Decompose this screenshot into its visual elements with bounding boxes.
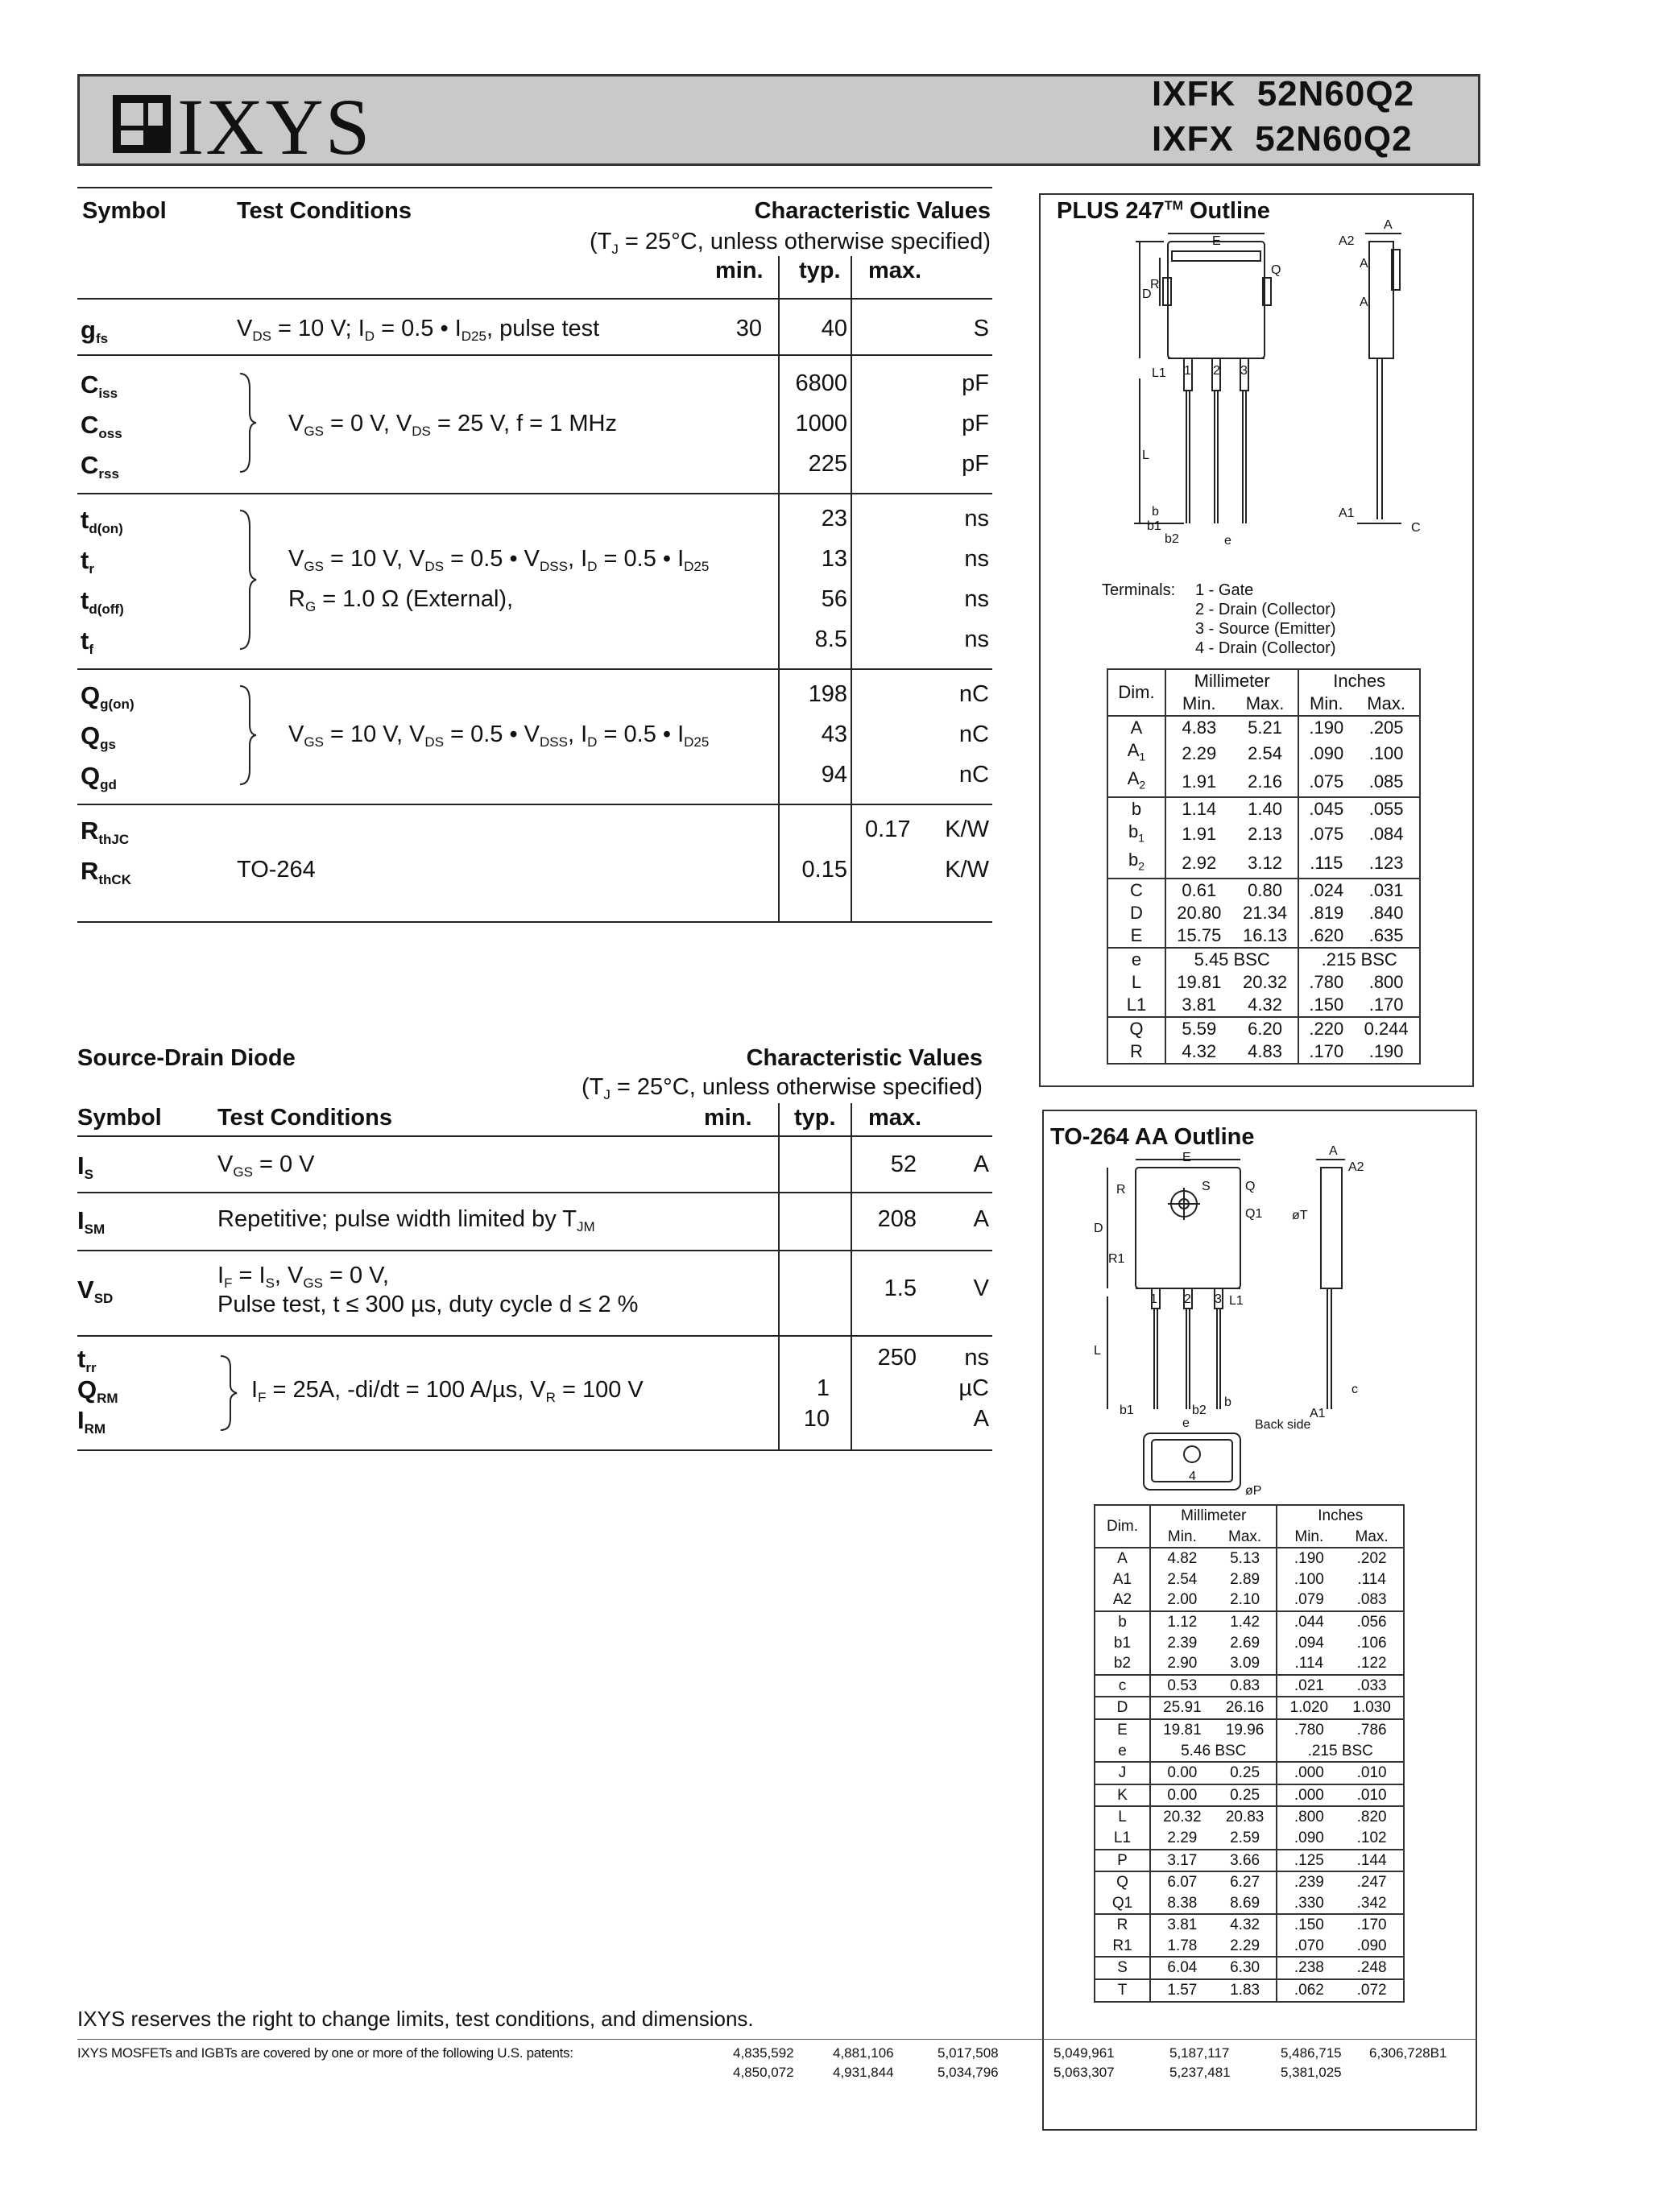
svg-text:b: b bbox=[1224, 1395, 1231, 1409]
table-row: b 1.14 1.40 .045 .055 bbox=[1107, 797, 1420, 821]
dim-header: Dim. bbox=[1118, 682, 1155, 702]
dim-symbol: $A_1$ bbox=[1127, 740, 1146, 763]
table-row: $b_2$ 2.92 3.12 .115 .123 bbox=[1107, 849, 1420, 878]
patent-number: 4,881,106 bbox=[833, 2045, 894, 2061]
vsd-max: 1.5 bbox=[884, 1276, 917, 1301]
recovery-conditions: $I_F = 25A$, -di/dt = 100 A/µs, $V_R = 100$ V bbox=[251, 1377, 644, 1405]
qgs-typ: 43 bbox=[821, 721, 847, 747]
svg-text:A: A bbox=[1360, 296, 1368, 309]
table-row: b2 2.90 3.09 .114 .122 bbox=[1095, 1653, 1404, 1675]
diode-col-max: max. bbox=[868, 1105, 922, 1131]
dim-symbol: $b_1$ bbox=[1128, 821, 1145, 845]
symbol-qgd: $Q_{gd}$ bbox=[81, 762, 117, 792]
dim-symbol: Q bbox=[1095, 1871, 1150, 1893]
svg-text:1: 1 bbox=[1150, 1292, 1157, 1306]
terminal-2: 2 - Drain (Collector) bbox=[1195, 601, 1336, 618]
td-on-typ: 23 bbox=[821, 506, 847, 531]
vsd-unit: V bbox=[973, 1276, 989, 1301]
switching-conditions-2: $R_G = 1.0$ Ω (External), bbox=[288, 586, 514, 614]
symbol-td-on: $t_{d(on)}$ bbox=[81, 506, 123, 536]
terminals-label: Terminals: bbox=[1102, 581, 1176, 599]
svg-text:D: D bbox=[1142, 287, 1152, 301]
dim-symbol: S bbox=[1095, 1957, 1150, 1979]
symbol-gfs: $g_{fs}$ bbox=[81, 316, 109, 346]
svg-text:e: e bbox=[1224, 534, 1231, 548]
min-max-header: Max. bbox=[1355, 1528, 1389, 1545]
rthck-typ: 0.15 bbox=[801, 857, 847, 883]
dim-symbol: C bbox=[1107, 879, 1165, 902]
gfs-conditions: $V_{DS} = 10$ V; $I_D = 0.5$ • $I_{D25}$, pulse test bbox=[237, 316, 600, 344]
row-rule bbox=[77, 668, 992, 670]
table-row: L 20.32 20.83 .800 .820 bbox=[1095, 1806, 1404, 1828]
dim-symbol: D bbox=[1130, 902, 1143, 923]
dim-symbol: K bbox=[1095, 1784, 1150, 1807]
inches-header: Inches bbox=[1277, 1505, 1404, 1527]
diode-col-symbol: Symbol bbox=[77, 1105, 162, 1131]
patent-number: 5,034,796 bbox=[938, 2065, 999, 2080]
symbol-tf: $t_f$ bbox=[81, 626, 93, 657]
dim-symbol: A bbox=[1107, 716, 1165, 739]
svg-text:L1: L1 bbox=[1229, 1294, 1244, 1308]
symbol-crss: $C_{rss}$ bbox=[81, 451, 119, 482]
min-max-header: Max. bbox=[1367, 693, 1405, 713]
svg-text:R1: R1 bbox=[1108, 1252, 1125, 1266]
dim-symbol: R bbox=[1130, 1040, 1143, 1061]
symbol-td-off: $t_{d(off)}$ bbox=[81, 586, 124, 617]
dim-header: Dim. bbox=[1106, 1517, 1139, 1535]
gfs-min: 30 bbox=[735, 316, 762, 341]
symbol-coss: $C_{oss}$ bbox=[81, 411, 122, 441]
ism-unit: A bbox=[973, 1206, 989, 1232]
svg-text:D: D bbox=[1094, 1222, 1103, 1235]
plus247-title: PLUS 247™ Outline bbox=[1057, 198, 1270, 224]
terminal-4: 4 - Drain (Collector) bbox=[1195, 639, 1336, 657]
millimeter-header: Millimeter bbox=[1150, 1505, 1277, 1527]
svg-text:A: A bbox=[1329, 1144, 1338, 1158]
row-rule bbox=[77, 804, 992, 805]
svg-text:A1: A1 bbox=[1310, 1407, 1326, 1420]
diode-section-title: Source-Drain Diode bbox=[77, 1045, 296, 1071]
crss-typ: 225 bbox=[808, 451, 847, 477]
dim-symbol: e bbox=[1118, 1742, 1127, 1759]
row-rule bbox=[77, 1250, 992, 1251]
qrm-typ: 1 bbox=[816, 1375, 830, 1401]
diode-divider-typ-max bbox=[851, 1103, 852, 1449]
table-row: E 15.75 16.13 .620 .635 bbox=[1107, 924, 1420, 948]
dim-symbol: E bbox=[1095, 1719, 1150, 1741]
vsd-conditions-1: $I_F = I_S$, $V_{GS} = 0$ V, bbox=[217, 1263, 389, 1291]
footer-disclaimer: IXYS reserves the right to change limits, test conditions, and dimensions. bbox=[77, 2007, 754, 2031]
svg-text:C: C bbox=[1411, 521, 1421, 535]
dim-symbol: $b_2$ bbox=[1128, 850, 1145, 873]
dim-symbol: A2 bbox=[1112, 1591, 1132, 1609]
brace-icon bbox=[219, 1354, 238, 1432]
table-bottom-rule bbox=[77, 921, 992, 923]
brand-name: IXYS bbox=[177, 82, 372, 172]
table-row: $A_1$ 2.29 2.54 .090 .100 bbox=[1107, 739, 1420, 767]
rthjc-max: 0.17 bbox=[865, 817, 911, 842]
plus247-dimension-table bbox=[1107, 668, 1421, 1065]
table-row: K 0.00 0.25 .000 .010 bbox=[1095, 1784, 1404, 1807]
diode-bottom-rule bbox=[77, 1449, 992, 1451]
dim-symbol: $A_2$ bbox=[1127, 768, 1146, 792]
svg-text:c: c bbox=[1351, 1383, 1358, 1396]
diode-col-conditions: Test Conditions bbox=[217, 1105, 392, 1131]
irm-typ: 10 bbox=[803, 1406, 830, 1432]
table-row: Q 5.59 6.20 .220 0.244 bbox=[1107, 1017, 1420, 1040]
patent-number: 5,063,307 bbox=[1053, 2065, 1115, 2080]
table-row: T 1.57 1.83 .062 .072 bbox=[1095, 1979, 1404, 2002]
rthjc-unit: K/W bbox=[945, 817, 989, 842]
ciss-unit: pF bbox=[962, 370, 989, 396]
dim-symbol: b1 bbox=[1113, 1634, 1132, 1652]
symbol-qgs: $Q_{gs}$ bbox=[81, 721, 116, 752]
patent-number: 5,187,117 bbox=[1169, 2045, 1230, 2061]
svg-text:1: 1 bbox=[1184, 364, 1191, 378]
patent-number: 5,237,481 bbox=[1169, 2065, 1231, 2080]
to264-drawing bbox=[1079, 1143, 1466, 1498]
is-conditions: $V_{GS} = 0$ V bbox=[217, 1151, 315, 1180]
svg-text:b1: b1 bbox=[1147, 519, 1161, 533]
col-max-header: max. bbox=[868, 258, 922, 283]
qrm-unit: µC bbox=[958, 1375, 989, 1401]
dim-symbol: T bbox=[1095, 1979, 1150, 2002]
col-conditions-header: Test Conditions bbox=[237, 198, 412, 224]
dim-symbol: D bbox=[1095, 1697, 1150, 1719]
irm-unit: A bbox=[973, 1406, 989, 1432]
dim-symbol: b bbox=[1095, 1611, 1150, 1633]
table-row: A 4.82 5.13 .190 .202 bbox=[1095, 1548, 1404, 1569]
dim-symbol: Q1 bbox=[1111, 1894, 1133, 1912]
symbol-rthck: $R_{thCK}$ bbox=[81, 857, 131, 887]
min-max-header: Min. bbox=[1165, 693, 1232, 716]
qgd-unit: nC bbox=[958, 762, 989, 788]
table-row: Q 6.07 6.27 .239 .247 bbox=[1095, 1871, 1404, 1893]
table-row: c 0.53 0.83 .021 .033 bbox=[1095, 1675, 1404, 1697]
dim-symbol: L bbox=[1131, 971, 1142, 992]
svg-text:A1: A1 bbox=[1339, 506, 1355, 520]
tr-typ: 13 bbox=[821, 546, 847, 572]
dim-symbol: L1 bbox=[1126, 994, 1147, 1015]
svg-text:3: 3 bbox=[1240, 364, 1248, 378]
table-row: Q1 8.38 8.69 .330 .342 bbox=[1095, 1893, 1404, 1915]
dim-symbol: E bbox=[1130, 924, 1143, 945]
symbol-qrm: $Q_{RM}$ bbox=[77, 1375, 118, 1406]
svg-text:R: R bbox=[1150, 278, 1160, 291]
min-max-header: Min. bbox=[1150, 1527, 1214, 1548]
inches-header: Inches bbox=[1298, 669, 1420, 693]
table-row: A1 2.54 2.89 .100 .114 bbox=[1095, 1569, 1404, 1590]
part-number-1: IXFK 52N60Q2 bbox=[1152, 74, 1415, 114]
table-row: R1 1.78 2.29 .070 .090 bbox=[1095, 1936, 1404, 1958]
dim-symbol: A1 bbox=[1112, 1570, 1132, 1588]
brace-icon bbox=[238, 509, 258, 651]
coss-typ: 1000 bbox=[795, 411, 847, 436]
table-row: A2 2.00 2.10 .079 .083 bbox=[1095, 1590, 1404, 1611]
symbol-vsd: $V_{SD}$ bbox=[77, 1276, 114, 1306]
dim-symbol: P bbox=[1095, 1850, 1150, 1872]
dim-symbol: L1 bbox=[1113, 1829, 1132, 1846]
row-rule bbox=[77, 493, 992, 494]
svg-text:A2: A2 bbox=[1339, 234, 1355, 248]
gfs-unit: S bbox=[973, 316, 989, 341]
table-row: C 0.61 0.80 .024 .031 bbox=[1107, 879, 1420, 902]
table-row: b 1.12 1.42 .044 .056 bbox=[1095, 1611, 1404, 1633]
table-row: $b_1$ 1.91 2.13 .075 .084 bbox=[1107, 821, 1420, 849]
patent-number: 4,850,072 bbox=[733, 2065, 794, 2080]
dim-symbol: c bbox=[1095, 1675, 1150, 1697]
svg-text:Q: Q bbox=[1245, 1180, 1256, 1193]
min-max-header: Min. bbox=[1277, 1527, 1340, 1548]
diode-char-header: Characteristic Values bbox=[746, 1045, 983, 1071]
svg-text:b: b bbox=[1152, 505, 1159, 519]
col-min-header: min. bbox=[715, 258, 764, 283]
td-off-unit: ns bbox=[964, 586, 989, 612]
cap-conditions: $V_{GS} = 0$ V, $V_{DS} = 25$ V, f = 1 MHz bbox=[288, 411, 617, 439]
trr-max: 250 bbox=[877, 1345, 917, 1371]
symbol-tr: $t_r$ bbox=[81, 546, 94, 577]
patent-number: 5,049,961 bbox=[1053, 2045, 1115, 2061]
symbol-is: $I_S$ bbox=[77, 1151, 93, 1182]
vsd-conditions-2: Pulse test, t ≤ 300 µs, duty cycle d ≤ 2 % bbox=[217, 1292, 639, 1317]
svg-text:b2: b2 bbox=[1192, 1404, 1207, 1417]
svg-text:L: L bbox=[1142, 449, 1149, 462]
svg-text:A: A bbox=[1360, 257, 1368, 271]
dim-symbol: e bbox=[1107, 948, 1165, 971]
table-row: L 19.81 20.32 .780 .800 bbox=[1107, 971, 1420, 994]
tr-unit: ns bbox=[964, 546, 989, 572]
svg-text:3: 3 bbox=[1215, 1292, 1222, 1306]
patent-number: 4,835,592 bbox=[733, 2045, 794, 2061]
crss-unit: pF bbox=[962, 451, 989, 477]
to264-title: TO-264 AA Outline bbox=[1050, 1124, 1255, 1150]
patent-number: 4,931,844 bbox=[833, 2065, 894, 2080]
diode-tj-note: ($T_J = 25^\circ C$, unless otherwise specified) bbox=[581, 1074, 983, 1102]
brace-icon bbox=[238, 372, 258, 473]
symbol-qg-on: $Q_{g(on)}$ bbox=[81, 681, 135, 712]
patent-number: 5,381,025 bbox=[1281, 2065, 1342, 2080]
qgd-typ: 94 bbox=[821, 762, 847, 788]
table-row: A 4.83 5.21 .190 .205 bbox=[1107, 716, 1420, 739]
table-row: e 5.46 BSC .215 BSC bbox=[1095, 1741, 1404, 1763]
tj-note: ($T_J = 25^\circ C$, unless otherwise specified) bbox=[589, 229, 991, 257]
table-top-rule bbox=[77, 187, 992, 188]
switching-conditions-1: $V_{GS} = 10$ V, $V_{DS} = 0.5$ • $V_{DSS}$, $I_D = 0.5$ • $I_{D25}$ bbox=[288, 546, 710, 574]
ism-conditions: Repetitive; pulse width limited by $T_{JM}$ bbox=[217, 1206, 595, 1234]
to264-dimension-table bbox=[1094, 1504, 1405, 2003]
qg-on-unit: nC bbox=[958, 681, 989, 707]
svg-text:2: 2 bbox=[1184, 1292, 1191, 1306]
svg-text:L1: L1 bbox=[1152, 366, 1166, 380]
svg-text:øT: øT bbox=[1292, 1209, 1308, 1222]
table-row: $A_2$ 1.91 2.16 .075 .085 bbox=[1107, 767, 1420, 796]
symbol-ciss: $C_{iss}$ bbox=[81, 370, 118, 401]
tf-unit: ns bbox=[964, 626, 989, 652]
svg-text:R: R bbox=[1116, 1183, 1126, 1197]
row-rule bbox=[77, 1192, 992, 1193]
ciss-typ: 6800 bbox=[795, 370, 847, 396]
footer-rule bbox=[77, 2039, 1477, 2040]
svg-text:Back side: Back side bbox=[1255, 1418, 1311, 1432]
svg-text:A: A bbox=[1384, 218, 1393, 232]
table-row: R 3.81 4.32 .150 .170 bbox=[1095, 1914, 1404, 1936]
part-number-2: IXFX 52N60Q2 bbox=[1152, 119, 1413, 159]
table-row: E 19.81 19.96 .780 .786 bbox=[1095, 1719, 1404, 1741]
ixys-logo-icon bbox=[113, 95, 171, 153]
header-rule bbox=[77, 298, 992, 300]
patent-number: 6,306,728B1 bbox=[1369, 2045, 1447, 2061]
dim-symbol: b2 bbox=[1113, 1655, 1132, 1672]
table-row: D 20.80 21.34 .819 .840 bbox=[1107, 902, 1420, 924]
dim-symbol: R bbox=[1095, 1914, 1150, 1936]
patents-label: IXYS MOSFETs and IGBTs are covered by one or more of the following U.S. patents: bbox=[77, 2045, 573, 2061]
tf-typ: 8.5 bbox=[814, 626, 847, 652]
svg-text:b1: b1 bbox=[1120, 1404, 1134, 1417]
rthck-conditions: TO-264 bbox=[237, 857, 316, 883]
qg-on-typ: 198 bbox=[808, 681, 847, 707]
dim-symbol: b bbox=[1107, 797, 1165, 821]
rthck-unit: K/W bbox=[945, 857, 989, 883]
table-row: e 5.45 BSC .215 BSC bbox=[1107, 948, 1420, 971]
symbol-trr: $t_{rr}$ bbox=[77, 1345, 97, 1375]
brace-icon bbox=[238, 684, 258, 786]
col-char-header: Characteristic Values bbox=[754, 198, 991, 224]
col-typ-header: typ. bbox=[799, 258, 841, 283]
dim-symbol: A bbox=[1095, 1548, 1150, 1569]
svg-text:A2: A2 bbox=[1348, 1160, 1364, 1174]
dim-symbol: L bbox=[1095, 1806, 1150, 1828]
min-max-header: Min. bbox=[1298, 693, 1353, 716]
dim-symbol: J bbox=[1095, 1762, 1150, 1784]
table-row: D 25.91 26.16 1.020 1.030 bbox=[1095, 1697, 1404, 1719]
patent-number: 5,486,715 bbox=[1281, 2045, 1342, 2061]
terminal-1: 1 - Gate bbox=[1195, 581, 1254, 599]
symbol-irm: $I_{RM}$ bbox=[77, 1406, 106, 1437]
gfs-typ: 40 bbox=[821, 316, 847, 341]
is-unit: A bbox=[973, 1151, 989, 1177]
td-off-typ: 56 bbox=[821, 586, 847, 612]
coss-unit: pF bbox=[962, 411, 989, 436]
table-row: R 4.32 4.83 .170 .190 bbox=[1107, 1040, 1420, 1064]
svg-text:Q1: Q1 bbox=[1245, 1207, 1263, 1221]
svg-text:S: S bbox=[1202, 1180, 1211, 1193]
diode-col-min: min. bbox=[704, 1105, 752, 1131]
qgs-unit: nC bbox=[958, 721, 989, 747]
table-row: L1 3.81 4.32 .150 .170 bbox=[1107, 994, 1420, 1017]
svg-text:L: L bbox=[1094, 1344, 1101, 1358]
diode-col-typ: typ. bbox=[794, 1105, 836, 1131]
row-rule bbox=[77, 354, 992, 356]
gate-charge-conditions: $V_{GS} = 10$ V, $V_{DS} = 0.5$ • $V_{DSS}$, $I_D = 0.5$ • $I_{D25}$ bbox=[288, 721, 710, 750]
terminal-3: 3 - Source (Emitter) bbox=[1195, 620, 1336, 638]
col-symbol-header: Symbol bbox=[82, 198, 167, 224]
svg-text:2: 2 bbox=[1213, 364, 1220, 378]
dim-symbol: R1 bbox=[1112, 1937, 1132, 1954]
table-row: J 0.00 0.25 .000 .010 bbox=[1095, 1762, 1404, 1784]
svg-text:b2: b2 bbox=[1165, 532, 1179, 546]
symbol-rthjc: $R_{thJC}$ bbox=[81, 817, 130, 847]
diode-header-rule bbox=[77, 1135, 992, 1137]
dim-label-e: E bbox=[1212, 234, 1221, 248]
table-row: S 6.04 6.30 .238 .248 bbox=[1095, 1957, 1404, 1979]
table-row: L1 2.29 2.59 .090 .102 bbox=[1095, 1828, 1404, 1850]
svg-text:e: e bbox=[1182, 1416, 1190, 1430]
millimeter-header: Millimeter bbox=[1165, 669, 1298, 693]
trr-unit: ns bbox=[964, 1345, 989, 1371]
svg-text:4: 4 bbox=[1189, 1470, 1196, 1483]
row-rule bbox=[77, 1335, 992, 1337]
is-max: 52 bbox=[890, 1151, 917, 1177]
ism-max: 208 bbox=[877, 1206, 917, 1232]
svg-text:E: E bbox=[1182, 1151, 1191, 1164]
min-max-header: Max. bbox=[1245, 693, 1285, 713]
patent-number: 5,017,508 bbox=[938, 2045, 999, 2061]
dim-symbol: Q bbox=[1107, 1017, 1165, 1040]
svg-text:Q: Q bbox=[1271, 263, 1281, 277]
plus247-drawing bbox=[1047, 217, 1466, 572]
td-on-unit: ns bbox=[964, 506, 989, 531]
svg-text:øP: øP bbox=[1245, 1484, 1262, 1498]
table-row: P 3.17 3.66 .125 .144 bbox=[1095, 1850, 1404, 1872]
symbol-ism: $I_{SM}$ bbox=[77, 1206, 106, 1237]
table-row: b1 2.39 2.69 .094 .106 bbox=[1095, 1633, 1404, 1654]
min-max-header: Max. bbox=[1228, 1528, 1262, 1545]
